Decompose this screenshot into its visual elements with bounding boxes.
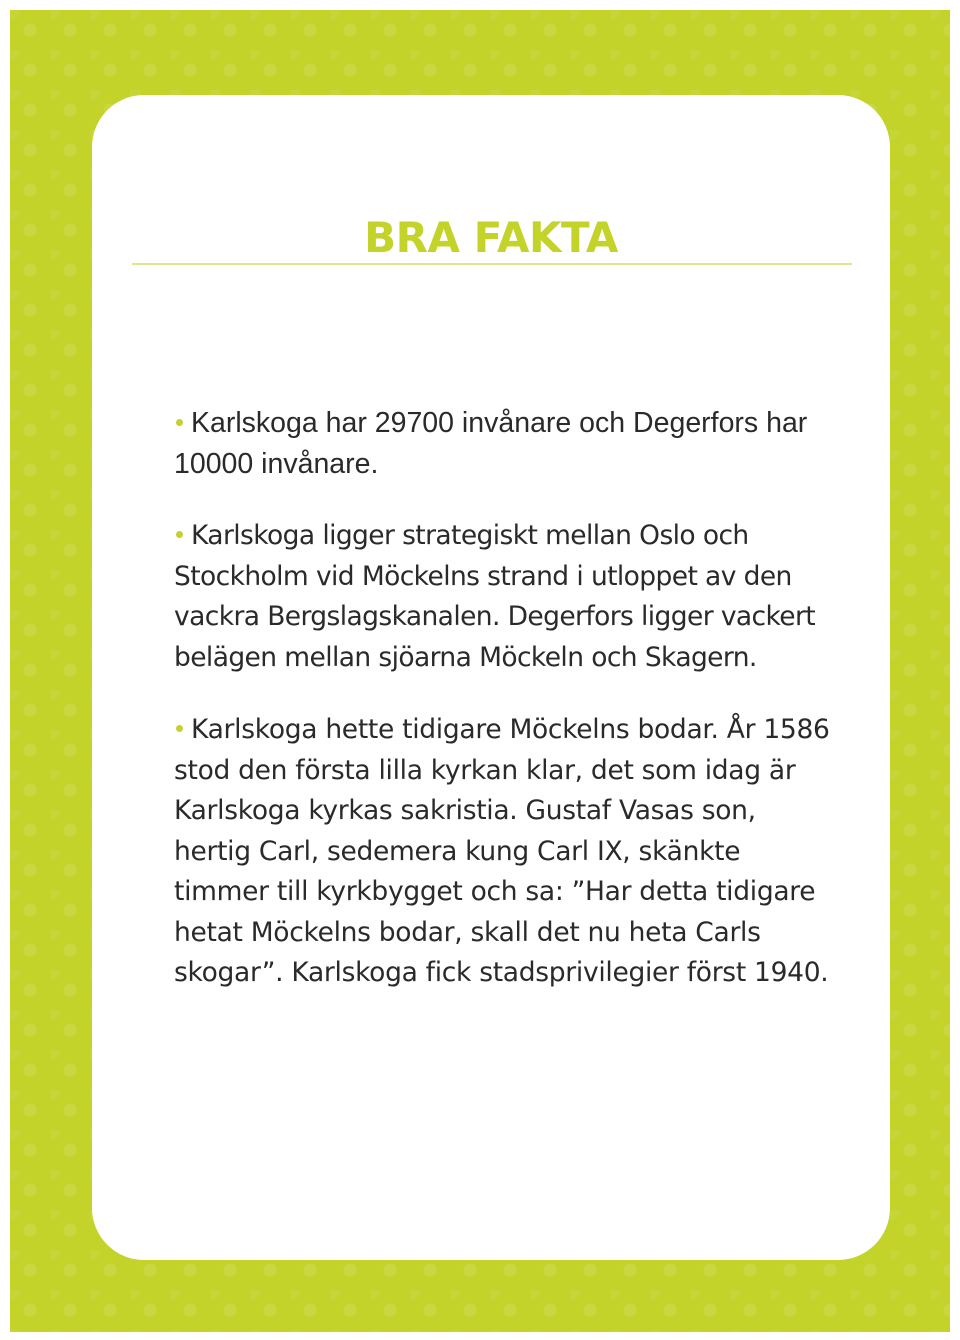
- fact-item: [174, 403, 834, 484]
- bullet-icon: [176, 531, 183, 538]
- fact-item: [174, 516, 834, 678]
- fact-text: Karlskoga ligger strategiskt mellan Oslo och Stockholm vid Möckelns strand i utloppet av den vackra Bergslagskanalen. Degerfors ligger vackert belägen mellan sjöarna Möckeln och Skagern.: [174, 520, 816, 673]
- bullet-icon: [176, 419, 183, 426]
- card-title: BRA FAKTA: [364, 213, 618, 262]
- decorative-border: [10, 10, 950, 1332]
- bullet-icon: [176, 725, 183, 732]
- fact-item: [174, 710, 834, 994]
- fact-card: [92, 95, 890, 1260]
- fact-text: Karlskoga hette tidigare Möckelns bodar. År 1586 stod den första lilla kyrkan klar, det som idag är Karlskoga kyrkas sakristia. Gustaf Vasas son, hertig Carl, sedemera kung Carl IX, skänkte timmer till kyrkbygget och sa: ”Har detta tidigare hetat Möckelns bodar, skall det nu heta Carls skogar”. Karlskoga fick stadsprivilegier först 1940.: [174, 714, 830, 988]
- fact-list: [174, 403, 834, 1026]
- fact-text: Karlskoga har 29700 invånare och Degerfors har 10000 invånare.: [174, 407, 808, 480]
- title-divider: [132, 263, 852, 265]
